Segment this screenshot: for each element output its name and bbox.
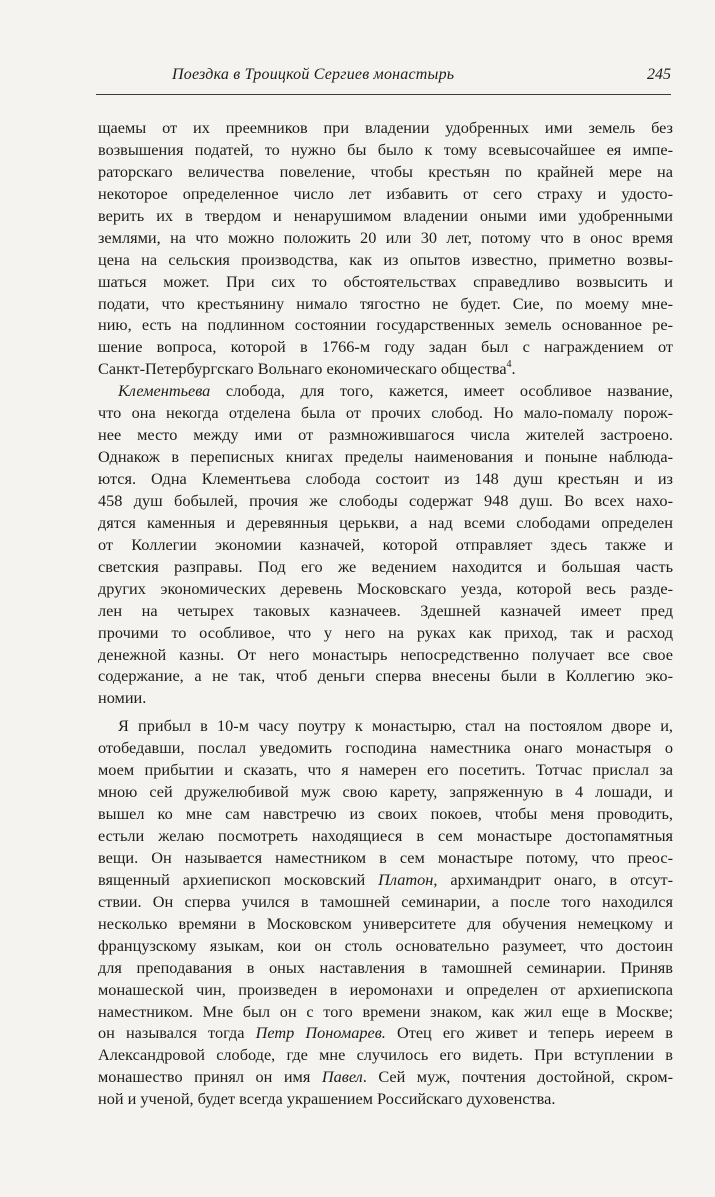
text-line: Александровой слободе, где мне случилось его видеть. При вступлении в [98, 1045, 673, 1065]
text-line: прочими то особливое, что у него на руках как приход, так и расход [98, 622, 673, 642]
text-line [98, 1066, 673, 1088]
text-line: светския разправы. Под его же ведением находится и большая часть [98, 556, 673, 576]
text-line: французскому языкам, кои он столь основательно разумеет, что достоин [98, 935, 673, 955]
text-line: шение вопроса, которой в 1766-м году задан был с награждением от [98, 337, 673, 357]
text-line: раторскаго величества повеление, чтобы крестьян по крайней мере на [98, 161, 673, 181]
text-line: нию, есть на подлинном состоянии государственных земель основанное ре- [98, 315, 673, 335]
text-line: несколько времяни в Московском университете для обучения немецкому и [98, 913, 673, 933]
paragraph [98, 380, 673, 709]
text-line: отобедавши, послал уведомить господина наместника онаго монастыря о [98, 738, 673, 758]
text-line: лен на четырех таковых казначеев. Здешней казначей имеет пред [98, 600, 673, 620]
line-text: вященный архиепископ московский [98, 869, 379, 889]
italic-name: Павел [321, 1067, 363, 1087]
text-line: вещи. Он называется наместником в сем монастыре потому, что преос- [98, 847, 673, 867]
text-line: Я прибыл в 10-м часу поутру к монастырю, стал на постоялом дворе и, [118, 716, 673, 736]
line-tail: . Сей муж, почтения достойной, скром- [362, 1067, 673, 1087]
italic-name: Платон [378, 869, 434, 889]
line-tail: . [511, 359, 516, 379]
text-line: подати, что крестьянину нимало тягостно не будет. Сие, по моему мне- [98, 293, 673, 313]
text-line: шаться может. При сих то обстоятельствах справедливо возвысить и [98, 271, 673, 291]
text-line: ной и ученой, будет всегда украшением Российскаго духовенства. [98, 1089, 556, 1109]
text-line: верить их в твердом и ненарушимом владении оными ими удобренными [98, 205, 673, 225]
text-line [98, 380, 673, 402]
text-line: нее место между ими от размножившагося числа жителей застроено. [98, 425, 673, 445]
line-text: он назывался тогда [98, 1023, 256, 1043]
text-line: дятся каменныя и деревянныя церькви, а над всеми слободами определен [98, 512, 673, 532]
text-line: содержание, а не так, чтоб деньги сперва внесены были в Коллегию эко- [98, 666, 673, 686]
text-line: для преподавания в оных наставления в тамошней семинарии. Приняв [98, 957, 673, 977]
paragraph [98, 715, 673, 1110]
text-line: щаемы от их преемников при владении удобренных ими земель без [98, 118, 673, 137]
running-title: Поездка в Троицкой Сергиев монастырь [172, 66, 455, 83]
text-line: моем прибытии и сказать, что я намерен его посетить. Тотчас прислал за [98, 760, 673, 780]
text-line: номии. [98, 688, 147, 708]
text-line: наместником. Мне был он с того времени знаком, как жил еще в Москве; [98, 1001, 673, 1021]
text-line: вышел ко мне сам навстречю из своих покоев, чтобы меня проводить, [98, 804, 673, 824]
text-body [98, 117, 673, 1110]
text-line: цена на сельския производства, как из опытов известно, приметно возвы- [98, 249, 673, 269]
text-line [98, 358, 673, 380]
line-text: монашество принял он имя [98, 1067, 322, 1087]
line-tail: Отец его живет и теперь иереем в [385, 1023, 673, 1043]
italic-name: Клементьева [118, 381, 211, 401]
footnote-ref: 4 [506, 359, 512, 371]
text-line: Однакож в переписных книгах пределы наименования и поныне наблюда- [98, 447, 673, 467]
text-line: что она некогда отделена была от прочих слобод. Но мало-помалу порож- [98, 403, 673, 423]
text-line [98, 1022, 673, 1044]
text-line: от Коллегии экономии казначей, которой отправляет здесь также и [98, 534, 673, 554]
text-line: 458 душ бобылей, прочия же слободы содержат 948 душ. Во всех нахо- [98, 490, 673, 510]
text-line [98, 869, 673, 891]
italic-name: Петр Пономарев. [255, 1023, 386, 1043]
text-line: других экономических деревень Московскаго уезда, которой весь разде- [98, 578, 673, 598]
line-text: слобода, для того, кажется, имеет особливое название, [210, 381, 673, 401]
text-line: возвышения податей, то нужно бы было к тому всевысочайшее ея импе- [98, 139, 673, 159]
running-header [96, 62, 671, 95]
text-line: денежной казны. От него монастырь непосредственно получает все свое [98, 644, 673, 664]
text-line: мною сей дружелюбивой муж свою карету, запряженную в 4 лошади, и [98, 782, 673, 802]
text-line: землями, на что можно положить 20 или 30 лет, потому что в онос время [98, 227, 673, 247]
paragraph [98, 117, 673, 380]
text-line: монашеской чин, произведен в иеромонахи и определен от архиепископа [98, 979, 673, 999]
line-tail: , архимандрит онаго, в отсут- [433, 869, 673, 889]
text-line: некоторое определенное число лет избавить от сего страху и удосто- [98, 183, 673, 203]
line-text: Санкт-Петербургскаго Вольнаго економическаго общества [98, 359, 507, 379]
text-line: ются. Одна Клементьева слобода состоит из 148 душ крестьян и из [98, 469, 673, 488]
text-line: естьли желаю посмотреть находящиеся в сем монастыре достопамятныя [98, 826, 673, 845]
page-number: 245 [647, 66, 671, 83]
text-line: ствии. Он сперва учился в тамошней семинарии, а после того находился [98, 891, 673, 911]
